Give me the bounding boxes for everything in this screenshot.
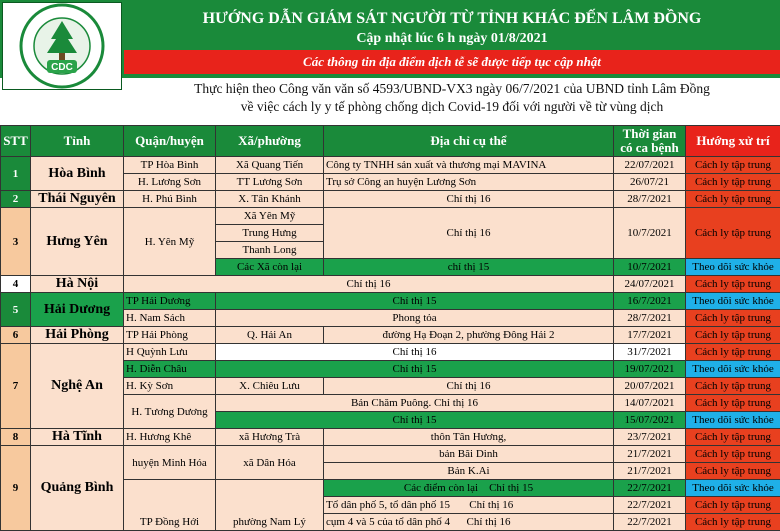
district-cell: H. Diễn Châu — [124, 361, 216, 378]
address-cell: Tổ dân phố 5, tổ dân phố 15 Chỉ thị 16 — [324, 497, 614, 514]
date-cell: 22/07/2021 — [614, 157, 686, 174]
ward-cell: X. Tân Khánh — [216, 191, 324, 208]
date-cell: 14/07/2021 — [614, 395, 686, 412]
action-cell: Theo dõi sức khỏe — [686, 259, 780, 276]
address-cell: Trụ sở Công an huyện Lương Sơn — [324, 174, 614, 191]
district-cell: TP Hòa Bình — [124, 157, 216, 174]
table-row — [1, 276, 780, 293]
col-tinh: Tỉnh — [31, 126, 124, 157]
action-cell: Cách ly tập trung — [686, 395, 780, 412]
stt-cell: 5 — [1, 293, 31, 327]
date-cell: 31/7/2021 — [614, 344, 686, 361]
address-cell: Phong tỏa — [216, 310, 614, 327]
col-huong: Hướng xử trí — [686, 126, 780, 157]
action-cell: Cách ly tập trung — [686, 344, 780, 361]
action-cell: Theo dõi sức khỏe — [686, 361, 780, 378]
address-cell: Các điểm còn lại Chỉ thị 15 — [324, 480, 614, 497]
col-thoigian: Thời gian có ca bệnh — [614, 126, 686, 157]
ward-cell: Xã Yên Mỹ — [216, 208, 324, 225]
district-cell: H. Phú Bình — [124, 191, 216, 208]
action-cell: Cách ly tập trung — [686, 157, 780, 174]
col-quan: Quận/huyện — [124, 126, 216, 157]
address-cell: Chỉ thị 16 — [324, 191, 614, 208]
province-cell: Hà Nội — [31, 276, 124, 293]
district-cell: H. Tương Dương — [124, 395, 216, 429]
date-cell: 15/07/2021 — [614, 412, 686, 429]
district-cell: TP Đồng Hới — [124, 480, 216, 531]
action-cell: Theo dõi sức khỏe — [686, 293, 780, 310]
address-cell: đường Hạ Đoạn 2, phường Đông Hải 2 — [324, 327, 614, 344]
address-cell: Chỉ thị 16 — [324, 208, 614, 259]
page-title: HƯỚNG DẪN GIÁM SÁT NGƯỜI TỪ TỈNH KHÁC ĐẾN LÂM ĐỒNG — [124, 10, 780, 28]
ward-cell: X. Chiêu Lưu — [216, 378, 324, 395]
district-cell: TP Hải Phòng — [124, 327, 216, 344]
ward-cell: Thanh Long — [216, 242, 324, 259]
province-cell: Hải Dương — [31, 293, 124, 327]
date-cell: 17/7/2021 — [614, 327, 686, 344]
surveillance-table — [0, 125, 780, 531]
address-cell: Chỉ thị 16 — [124, 276, 614, 293]
date-cell: 23/7/2021 — [614, 429, 686, 446]
table-row — [1, 429, 780, 446]
date-cell: 16/7/2021 — [614, 293, 686, 310]
action-cell: Cách ly tập trung — [686, 310, 780, 327]
province-cell: Quảng Bình — [31, 446, 124, 531]
date-cell: 10/7/2021 — [614, 208, 686, 259]
date-cell: 28/7/2021 — [614, 191, 686, 208]
stt-cell: 9 — [1, 446, 31, 531]
stt-cell: 6 — [1, 327, 31, 344]
address-cell: chỉ thị 15 — [324, 259, 614, 276]
province-cell: Thái Nguyên — [31, 191, 124, 208]
table-row — [1, 157, 780, 174]
action-cell: Cách ly tập trung — [686, 497, 780, 514]
ward-cell: Các Xã còn lại — [216, 259, 324, 276]
date-cell: 22/7/2021 — [614, 514, 686, 531]
date-cell: 19/07/2021 — [614, 361, 686, 378]
action-cell: Cách ly tập trung — [686, 191, 780, 208]
district-cell: H. Lương Sơn — [124, 174, 216, 191]
date-cell: 21/7/2021 — [614, 463, 686, 480]
date-cell: 22/7/2021 — [614, 497, 686, 514]
update-time: Cập nhật lúc 6 h ngày 01/8/2021 — [124, 31, 780, 47]
intro-line-2: về việc cách ly y tế phòng chống dịch Covid-19 đối với người về từ vùng dịch — [124, 98, 780, 116]
action-cell: Cách ly tập trung — [686, 446, 780, 463]
stt-cell: 8 — [1, 429, 31, 446]
col-stt: STT — [1, 126, 31, 157]
action-cell: Cách ly tập trung — [686, 174, 780, 191]
district-cell: H. Kỳ Sơn — [124, 378, 216, 395]
ward-cell: TT Lương Sơn — [216, 174, 324, 191]
date-cell: 24/07/2021 — [614, 276, 686, 293]
address-cell: Chỉ thị 15 — [216, 293, 614, 310]
table-row — [1, 344, 780, 361]
date-cell: 21/7/2021 — [614, 446, 686, 463]
action-cell: Cách ly tập trung — [686, 463, 780, 480]
province-cell: Nghệ An — [31, 344, 124, 429]
address-cell: Bản Chăm Puông. Chỉ thị 16 — [216, 395, 614, 412]
cdc-logo — [2, 2, 122, 90]
table-row — [1, 327, 780, 344]
date-cell: 26/07/21 — [614, 174, 686, 191]
address-cell: cụm 4 và 5 của tổ dân phố 4 Chỉ thị 16 — [324, 514, 614, 531]
district-cell: H. Yên Mỹ — [124, 208, 216, 276]
stt-cell: 1 — [1, 157, 31, 191]
province-cell: Hòa Bình — [31, 157, 124, 191]
action-cell: Cách ly tập trung — [686, 327, 780, 344]
ward-cell: Trung Hưng — [216, 225, 324, 242]
date-cell: 10/7/2021 — [614, 259, 686, 276]
province-cell: Hải Phòng — [31, 327, 124, 344]
cdc-logo-icon — [3, 3, 121, 89]
svg-text:CDC: CDC — [51, 62, 73, 73]
table-row — [1, 446, 780, 463]
address-cell: Chỉ thị 15 — [216, 361, 614, 378]
address-cell: Công ty TNHH sản xuất và thương mại MAVINA — [324, 157, 614, 174]
district-cell: H. Hương Khê — [124, 429, 216, 446]
intro-line-1: Thực hiện theo Công văn văn số 4593/UBND-VX3 ngày 06/7/2021 của UBND tỉnh Lâm Đồng — [124, 80, 780, 98]
date-cell: 28/7/2021 — [614, 310, 686, 327]
stt-cell: 7 — [1, 344, 31, 429]
address-cell: thôn Tân Hương, — [324, 429, 614, 446]
table-row — [1, 208, 780, 225]
col-xa: Xã/phường — [216, 126, 324, 157]
action-cell: Cách ly tập trung — [686, 276, 780, 293]
address-cell: Chỉ thị 15 — [216, 412, 614, 429]
district-cell: H. Nam Sách — [124, 310, 216, 327]
province-cell: Hưng Yên — [31, 208, 124, 276]
ward-cell: Xã Quang Tiến — [216, 157, 324, 174]
ward-cell: xã Dân Hóa — [216, 446, 324, 480]
ward-cell: xã Hương Trà — [216, 429, 324, 446]
action-cell: Theo dõi sức khỏe — [686, 480, 780, 497]
action-cell: Cách ly tập trung — [686, 514, 780, 531]
action-cell: Cách ly tập trung — [686, 208, 780, 259]
col-diachi: Địa chỉ cụ thể — [324, 126, 614, 157]
district-cell: huyện Minh Hóa — [124, 446, 216, 480]
ward-cell: Q. Hải An — [216, 327, 324, 344]
notice-banner: Các thông tin địa điểm dịch tễ sẽ được tiếp tục cập nhật — [124, 50, 780, 74]
address-cell: Chỉ thị 16 — [216, 344, 614, 361]
ward-cell: phường Nam Lý — [216, 480, 324, 531]
date-cell: 22/7/2021 — [614, 480, 686, 497]
address-cell: Bản K.Ai — [324, 463, 614, 480]
district-cell: H Quỳnh Lưu — [124, 344, 216, 361]
stt-cell: 2 — [1, 191, 31, 208]
stt-cell: 3 — [1, 208, 31, 276]
address-cell: Chỉ thị 16 — [324, 378, 614, 395]
table-header-row — [1, 126, 780, 157]
table-row — [1, 191, 780, 208]
province-cell: Hà Tĩnh — [31, 429, 124, 446]
address-cell: bản Bãi Dinh — [324, 446, 614, 463]
action-cell: Cách ly tập trung — [686, 378, 780, 395]
date-cell: 20/07/2021 — [614, 378, 686, 395]
table-row — [1, 293, 780, 310]
intro-text — [124, 80, 780, 116]
district-cell: TP Hải Dương — [124, 293, 216, 310]
stt-cell: 4 — [1, 276, 31, 293]
action-cell: Cách ly tập trung — [686, 429, 780, 446]
action-cell: Theo dõi sức khỏe — [686, 412, 780, 429]
